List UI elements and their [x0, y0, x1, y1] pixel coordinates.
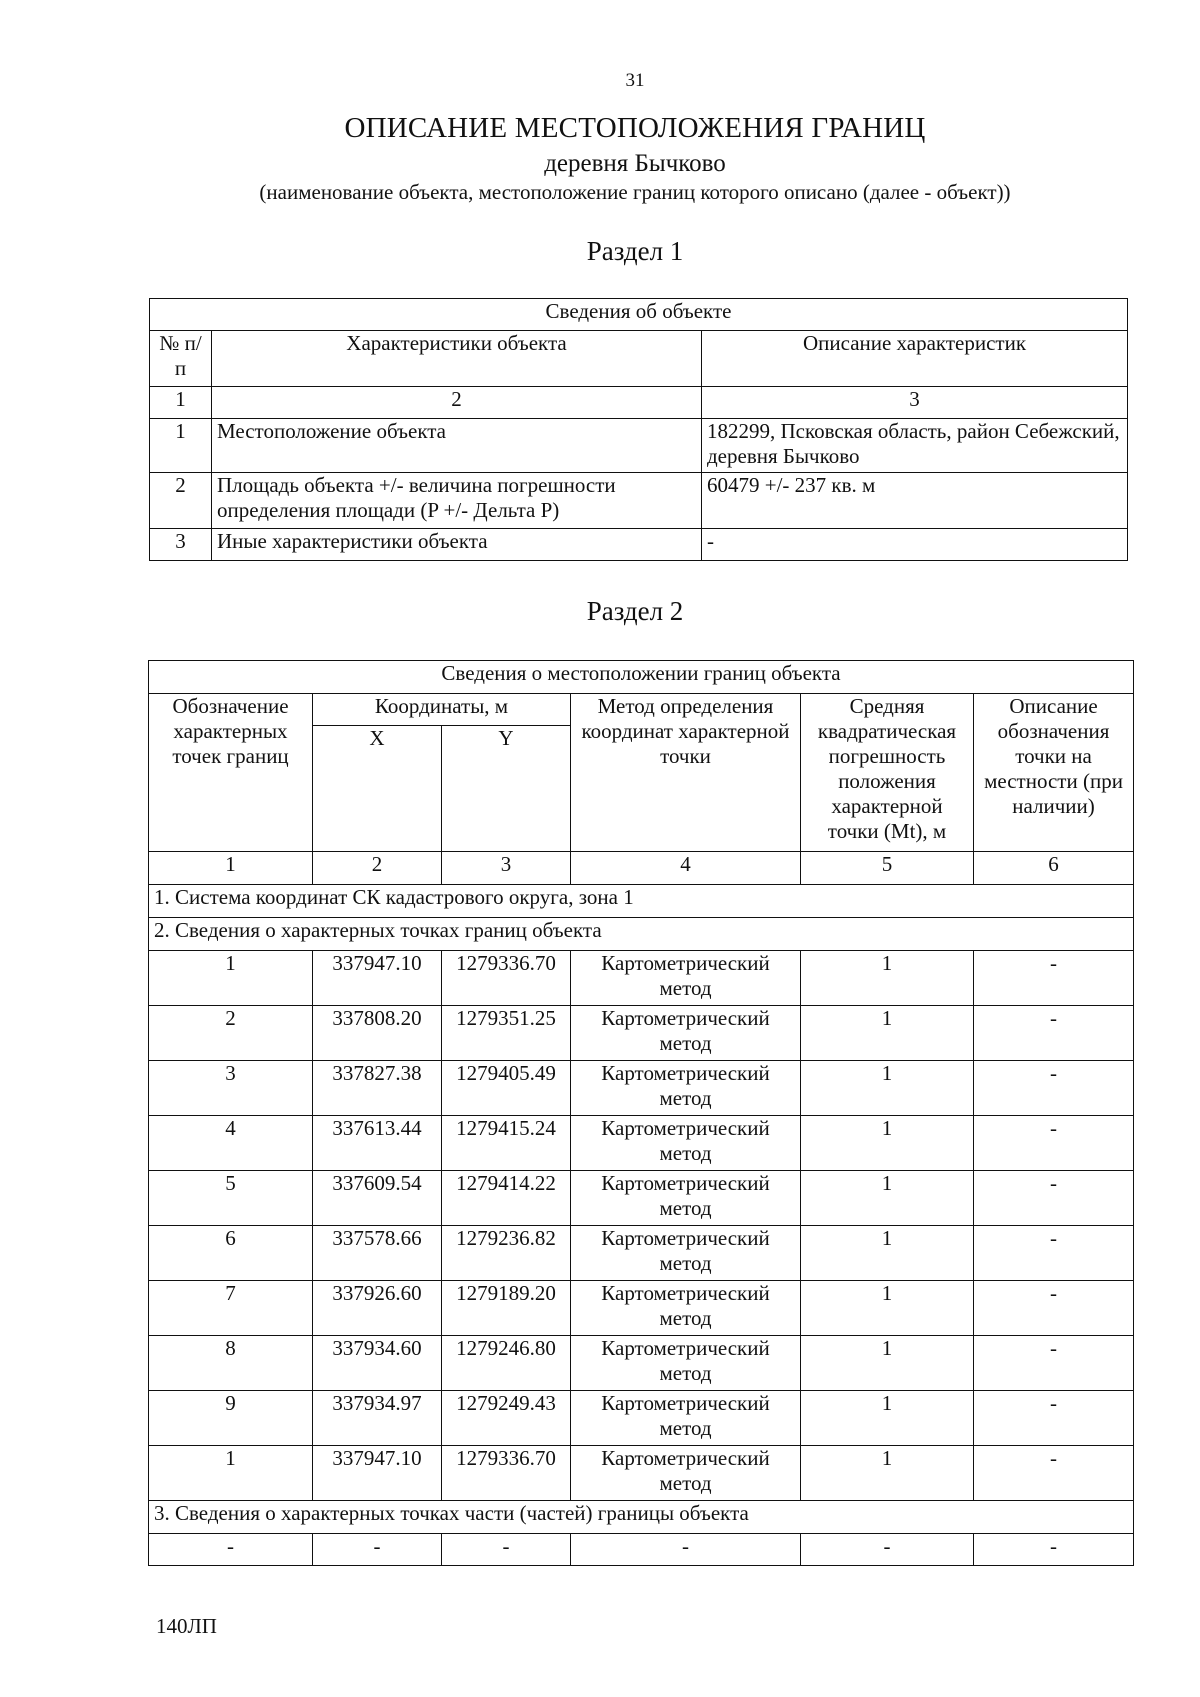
coordinate-system-row: 1. Система координат СК кадастрового округа, зона 1: [149, 885, 1134, 918]
empty-cell: -: [313, 1534, 442, 1566]
row-name: Местоположение объекта: [212, 419, 702, 473]
point-id: 3: [149, 1061, 313, 1116]
point-description: -: [974, 1171, 1134, 1226]
point-x: 337808.20: [313, 1006, 442, 1061]
empty-cell: -: [149, 1534, 313, 1566]
point-id: 1: [149, 951, 313, 1006]
column-number: 6: [974, 852, 1134, 885]
point-y: 1279189.20: [442, 1281, 571, 1336]
object-info-table-title: Сведения об объекте: [150, 299, 1128, 331]
point-method: Картометрический метод: [571, 1226, 801, 1281]
point-method: Картометрический метод: [571, 1391, 801, 1446]
point-x: 337947.10: [313, 1446, 442, 1501]
point-y: 1279336.70: [442, 951, 571, 1006]
table-row: [149, 1336, 1134, 1391]
boundary-points-subsection: 2. Сведения о характерных точках границ объекта: [149, 918, 1134, 951]
header-description: Описание характеристик: [702, 331, 1128, 387]
point-description: -: [974, 1281, 1134, 1336]
object-name: деревня Бычково: [544, 150, 726, 177]
section1-heading: Раздел 1: [586, 236, 684, 266]
page-number: 31: [625, 70, 645, 91]
empty-row: [149, 1534, 1134, 1566]
row-num: 3: [150, 529, 212, 561]
point-x: 337609.54: [313, 1171, 442, 1226]
point-error: 1: [801, 1061, 974, 1116]
point-description: -: [974, 1336, 1134, 1391]
empty-cell: -: [442, 1534, 571, 1566]
point-x: 337926.60: [313, 1281, 442, 1336]
column-number: 3: [702, 387, 1128, 419]
point-method: Картометрический метод: [571, 1281, 801, 1336]
row-num: 1: [150, 419, 212, 473]
point-description: -: [974, 1006, 1134, 1061]
column-number: 4: [571, 852, 801, 885]
table-row: [149, 1226, 1134, 1281]
point-y: 1279246.80: [442, 1336, 571, 1391]
table-row: [150, 473, 1128, 529]
point-error: 1: [801, 1391, 974, 1446]
point-id: 2: [149, 1006, 313, 1061]
boundary-points-table: [148, 660, 1134, 1566]
table-row: [149, 1391, 1134, 1446]
point-id: 9: [149, 1391, 313, 1446]
boundary-points-table-title: Сведения о местоположении границ объекта: [149, 661, 1134, 694]
header-y: Y: [442, 726, 571, 852]
point-id: 6: [149, 1226, 313, 1281]
point-x: 337827.38: [313, 1061, 442, 1116]
point-description: -: [974, 1226, 1134, 1281]
point-description: -: [974, 1391, 1134, 1446]
point-x: 337947.10: [313, 951, 442, 1006]
point-id: 4: [149, 1116, 313, 1171]
point-y: 1279415.24: [442, 1116, 571, 1171]
point-method: Картометрический метод: [571, 1006, 801, 1061]
document-title: ОПИСАНИЕ МЕСТОПОЛОЖЕНИЯ ГРАНИЦ: [344, 112, 926, 144]
row-name: Площадь объекта +/- величина погрешности определения площади (P +/- Дельта P): [212, 473, 702, 529]
point-y: 1279405.49: [442, 1061, 571, 1116]
table-row: [150, 419, 1128, 473]
point-x: 337578.66: [313, 1226, 442, 1281]
point-description: -: [974, 951, 1134, 1006]
object-name-caption: (наименование объекта, местоположение границ которого описано (далее - объект)): [259, 180, 1011, 204]
table-row: [149, 1006, 1134, 1061]
point-y: 1279236.82: [442, 1226, 571, 1281]
header-characteristics: Характеристики объекта: [212, 331, 702, 387]
table-row: [149, 1446, 1134, 1501]
header-error: Средняя квадратическая погрешность положения характерной точки (Mt), м: [801, 694, 974, 852]
point-error: 1: [801, 951, 974, 1006]
point-y: 1279249.43: [442, 1391, 571, 1446]
section2-heading: Раздел 2: [586, 596, 684, 626]
point-x: 337934.97: [313, 1391, 442, 1446]
column-number: 1: [150, 387, 212, 419]
column-number: 5: [801, 852, 974, 885]
empty-cell: -: [801, 1534, 974, 1566]
point-error: 1: [801, 1226, 974, 1281]
point-method: Картометрический метод: [571, 1061, 801, 1116]
row-value: 182299, Псковская область, район Себежский, деревня Бычково: [702, 419, 1128, 473]
point-error: 1: [801, 1116, 974, 1171]
part-boundary-subsection: 3. Сведения о характерных точках части (частей) границы объекта: [149, 1501, 1134, 1534]
row-value: -: [702, 529, 1128, 561]
row-value: 60479 +/- 237 кв. м: [702, 473, 1128, 529]
table-row: [149, 951, 1134, 1006]
header-point: Обозначение характерных точек границ: [149, 694, 313, 852]
table-row: [149, 1281, 1134, 1336]
point-error: 1: [801, 1446, 974, 1501]
empty-cell: -: [974, 1534, 1134, 1566]
point-id: 7: [149, 1281, 313, 1336]
point-x: 337934.60: [313, 1336, 442, 1391]
column-number: 3: [442, 852, 571, 885]
header-x: X: [313, 726, 442, 852]
footer-code: 140ЛП: [156, 1614, 217, 1638]
column-number: 1: [149, 852, 313, 885]
table-row: [150, 529, 1128, 561]
row-num: 2: [150, 473, 212, 529]
table-row: [149, 1171, 1134, 1226]
table-row: [149, 1061, 1134, 1116]
point-description: -: [974, 1446, 1134, 1501]
point-method: Картометрический метод: [571, 1171, 801, 1226]
point-method: Картометрический метод: [571, 1336, 801, 1391]
point-id: 8: [149, 1336, 313, 1391]
point-method: Картометрический метод: [571, 951, 801, 1006]
point-error: 1: [801, 1006, 974, 1061]
point-id: 5: [149, 1171, 313, 1226]
header-method: Метод определения координат характерной точки: [571, 694, 801, 852]
point-y: 1279336.70: [442, 1446, 571, 1501]
header-coords: Координаты, м: [313, 694, 571, 726]
point-description: -: [974, 1061, 1134, 1116]
point-description: -: [974, 1116, 1134, 1171]
table-row: [149, 1116, 1134, 1171]
header-num: № п/п: [150, 331, 212, 387]
point-method: Картометрический метод: [571, 1446, 801, 1501]
point-x: 337613.44: [313, 1116, 442, 1171]
column-number: 2: [212, 387, 702, 419]
row-name: Иные характеристики объекта: [212, 529, 702, 561]
point-y: 1279351.25: [442, 1006, 571, 1061]
point-error: 1: [801, 1281, 974, 1336]
point-id: 1: [149, 1446, 313, 1501]
empty-cell: -: [571, 1534, 801, 1566]
point-method: Картометрический метод: [571, 1116, 801, 1171]
point-error: 1: [801, 1171, 974, 1226]
point-y: 1279414.22: [442, 1171, 571, 1226]
object-info-table: [149, 298, 1128, 561]
column-number: 2: [313, 852, 442, 885]
header-point-description: Описание обозначения точки на местности (при наличии): [974, 694, 1134, 852]
point-error: 1: [801, 1336, 974, 1391]
